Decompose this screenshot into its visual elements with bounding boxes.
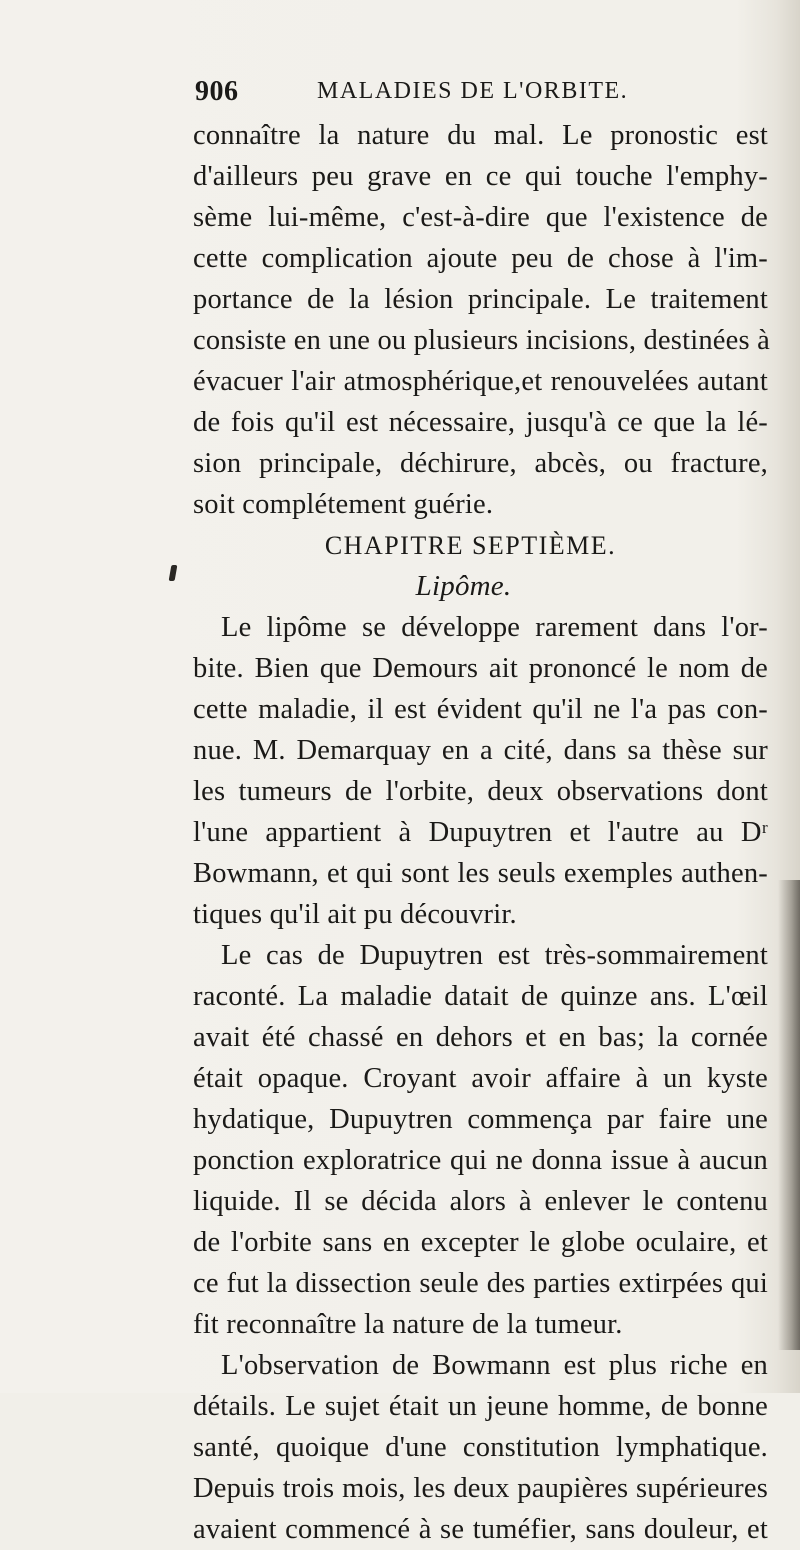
text-line: cette maladie, il est évident qu'il ne l'a pas con- bbox=[193, 694, 768, 725]
text-line: Bowmann, et qui sont les seuls exemples authen- bbox=[193, 858, 768, 889]
text-line: liquide. Il se décida alors à enlever le contenu bbox=[193, 1186, 768, 1217]
text-line: connaître la nature du mal. Le pronostic est bbox=[193, 120, 768, 151]
running-title: MALADIES DE L'ORBITE. bbox=[317, 78, 629, 104]
text-line: Depuis trois mois, les deux paupières supérieures bbox=[193, 1473, 768, 1504]
text-line: était opaque. Croyant avoir affaire à un kyste bbox=[193, 1063, 768, 1094]
text-line: Le cas de Dupuytren est très-sommairement bbox=[221, 940, 768, 971]
text-line: santé, quoique d'une constitution lymphatique. bbox=[193, 1432, 768, 1463]
text-line: l'une appartient à Dupuytren et l'autre au Dʳ bbox=[193, 817, 768, 848]
page-header bbox=[195, 76, 755, 112]
text-line: portance de la lésion principale. Le traitement bbox=[193, 284, 768, 315]
text-line: nue. M. Demarquay en a cité, dans sa thèse sur bbox=[193, 735, 768, 766]
text-line: avait été chassé en dehors et en bas; la cornée bbox=[193, 1022, 768, 1053]
text-line: fit reconnaître la nature de la tumeur. bbox=[193, 1309, 623, 1340]
text-line: avaient commencé à se tuméfier, sans douleur, et bbox=[193, 1514, 768, 1545]
chapter-heading: CHAPITRE SEPTIÈME. bbox=[324, 531, 617, 560]
text-line: tiques qu'il ait pu découvrir. bbox=[193, 899, 517, 930]
text-line: soit complétement guérie. bbox=[193, 489, 494, 520]
text-line: raconté. La maladie datait de quinze ans. L'œil bbox=[193, 981, 768, 1012]
text-line: sème lui-même, c'est-à-dire que l'existence de bbox=[193, 202, 768, 233]
text-line: de l'orbite sans en excepter le globe oculaire, et bbox=[193, 1227, 768, 1258]
text-line: cette complication ajoute peu de chose à l'im- bbox=[193, 243, 768, 274]
text-line: de fois qu'il est nécessaire, jusqu'à ce que la lé- bbox=[193, 407, 768, 438]
text-line: hydatique, Dupuytren commença par faire une bbox=[193, 1104, 768, 1135]
text-line: les tumeurs de l'orbite, deux observations dont bbox=[193, 776, 768, 807]
section-title: Lipôme. bbox=[415, 570, 512, 602]
margin-mark bbox=[169, 565, 178, 581]
page-number: 906 bbox=[195, 76, 239, 107]
text-line: détails. Le sujet était un jeune homme, de bonne bbox=[193, 1391, 768, 1422]
text-line: bite. Bien que Demours ait prononcé le nom de bbox=[193, 653, 768, 684]
text-line: évacuer l'air atmosphérique,et renouvelées autant bbox=[193, 366, 768, 397]
text-line: ponction exploratrice qui ne donna issue à aucun bbox=[193, 1145, 768, 1176]
text-line: ce fut la dissection seule des parties extirpées qui bbox=[193, 1268, 768, 1299]
text-line: consiste en une ou plusieurs incisions, destinées à bbox=[193, 325, 770, 356]
text-line: d'ailleurs peu grave en ce qui touche l'emphy- bbox=[193, 161, 768, 192]
text-line: L'observation de Bowmann est plus riche en bbox=[221, 1350, 768, 1381]
page-edge-shadow bbox=[778, 880, 800, 1350]
text-line: sion principale, déchirure, abcès, ou fracture, bbox=[193, 448, 768, 479]
body-text bbox=[193, 115, 768, 1550]
text-line: Le lipôme se développe rarement dans l'or- bbox=[221, 612, 768, 643]
